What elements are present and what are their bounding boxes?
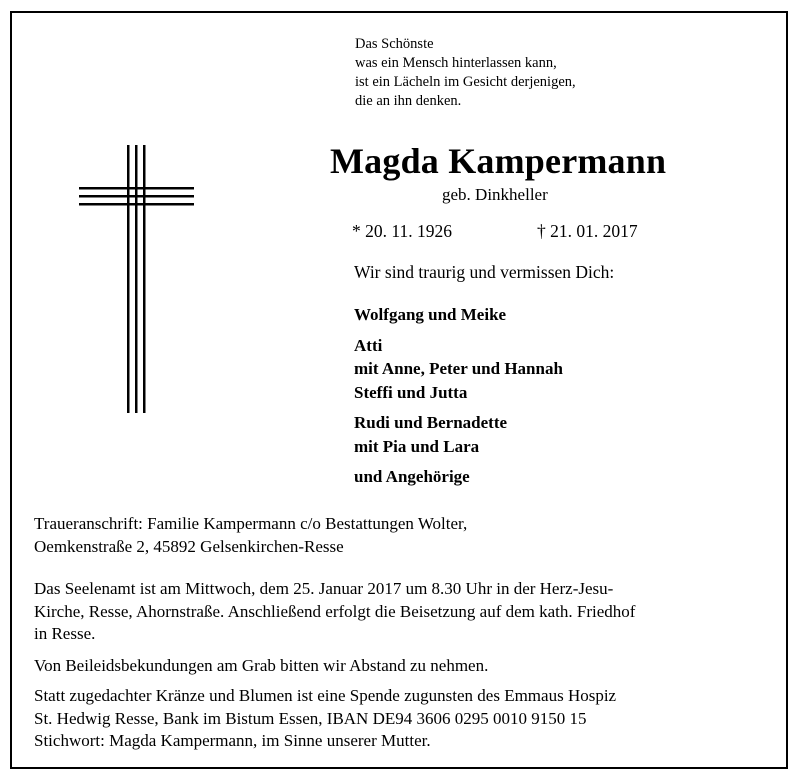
service-line: Kirche, Resse, Ahornstraße. Anschließend erfolgt die Beisetzung auf dem kath. Friedhof [34,601,636,621]
maiden-name: geb. Dinkheller [442,185,548,204]
death-date: † 21. 01. 2017 [537,221,638,241]
birth-date: * 20. 11. 1926 [352,221,452,241]
obituary-notice [10,11,788,769]
mourner-line: Rudi und Bernadette [354,413,508,432]
mourner-line: Steffi und Jutta [354,382,468,402]
mourner-group [354,465,563,489]
mourner-group [354,303,563,327]
mourners-list [354,303,563,496]
mourner-group [354,334,563,405]
memorial-quote [355,35,576,111]
condolence-note [34,655,774,678]
deceased-name: Magda Kampermann [330,141,667,181]
service-line: Das Seelenamt ist am Mittwoch, dem 25. Januar 2017 um 8.30 Uhr in der Herz-Jesu- [34,579,614,598]
donation-line: Statt zugedachter Kränze und Blumen ist eine Spende zugunsten des Emmaus Hospiz [34,686,617,705]
mourning-intro: Wir sind traurig und vermissen Dich: [354,262,615,282]
donation-info [34,685,774,753]
donation-line: St. Hedwig Resse, Bank im Bistum Essen, IBAN DE94 3606 0295 0010 9150 15 [34,708,587,728]
mourner-group [354,411,563,458]
service-line: in Resse. [34,624,96,643]
quote-line: ist ein Lächeln im Gesicht derjenigen, [355,74,576,90]
service-info [34,578,774,646]
mourner-line: Wolfgang und Meike [354,305,507,324]
mourner-line: mit Pia und Lara [354,436,480,456]
address-line: Oemkenstraße 2, 45892 Gelsenkirchen-Resse [34,536,344,556]
address-line: Traueranschrift: Familie Kampermann c/o Bestattungen Wolter, [34,514,468,533]
cross-icon [79,145,194,413]
mourning-address [34,513,774,558]
quote-line: die an ihn denken. [355,93,462,109]
quote-line: Das Schönste [355,36,434,52]
mourner-line: mit Anne, Peter und Hannah [354,359,563,378]
mourner-line: und Angehörige [354,467,470,486]
quote-line: was ein Mensch hinterlassen kann, [355,55,557,71]
mourner-line: Atti [354,335,383,355]
condolence-line: Von Beileidsbekundungen am Grab bitten wir Abstand zu nehmen. [34,656,489,675]
donation-line: Stichwort: Magda Kampermann, im Sinne unserer Mutter. [34,731,431,750]
